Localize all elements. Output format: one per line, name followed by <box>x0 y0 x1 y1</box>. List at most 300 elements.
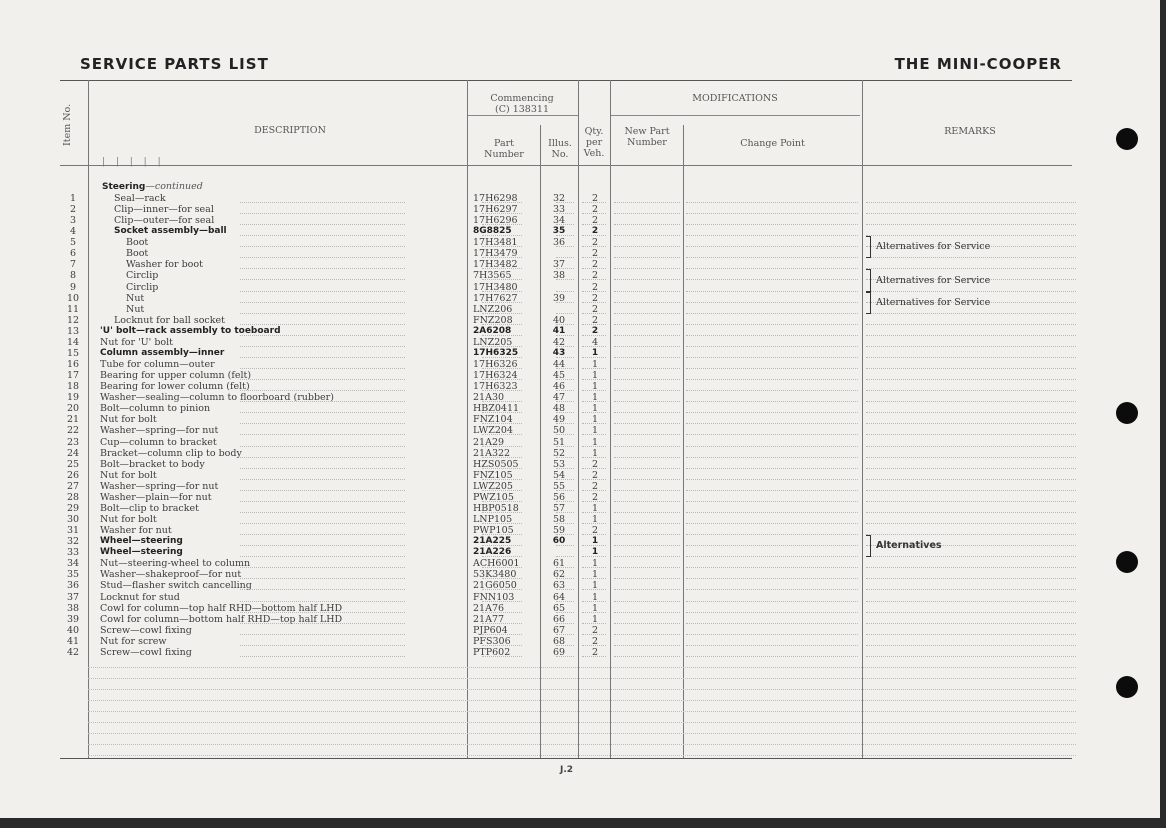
item-description: Socket assembly—ball <box>114 226 227 237</box>
illus-number: 52 <box>552 447 566 459</box>
dotted-leader <box>686 446 858 447</box>
dotted-leader <box>582 523 606 524</box>
dotted-leader <box>686 645 858 646</box>
part-number: FNN103 <box>473 591 515 603</box>
quantity: 2 <box>591 303 599 315</box>
illus-number: 49 <box>552 414 566 426</box>
dotted-leader <box>556 468 574 469</box>
quantity: 1 <box>591 370 599 382</box>
dotted-leader <box>556 589 574 590</box>
dotted-leader <box>240 490 405 491</box>
table-row <box>60 470 1076 481</box>
dotted-leader <box>614 457 680 458</box>
item-description: Nut for screw <box>100 635 167 647</box>
quantity: 4 <box>591 336 599 348</box>
illus-number: 62 <box>552 569 566 581</box>
part-number: 21A226 <box>473 547 512 558</box>
part-number: LWZ204 <box>473 425 513 437</box>
dotted-leader <box>614 556 680 557</box>
part-number: 8G8825 <box>473 226 512 237</box>
dotted-leader <box>866 578 1076 579</box>
binder-hole <box>1116 128 1138 150</box>
item-number: 15 <box>66 347 80 359</box>
dotted-leader <box>240 291 405 292</box>
quantity: 2 <box>591 248 599 260</box>
dotted-leader <box>556 324 574 325</box>
table-row <box>60 459 1076 470</box>
table-row <box>60 348 1076 359</box>
remark-bracket <box>866 236 871 258</box>
illus-number: 42 <box>552 336 566 348</box>
item-description: Nut <box>126 292 145 304</box>
dotted-leader <box>240 202 405 203</box>
dotted-leader <box>556 235 574 236</box>
dotted-leader <box>582 457 606 458</box>
dotted-leader <box>556 313 574 314</box>
item-description: Circlip <box>126 281 159 293</box>
dotted-leader <box>686 368 858 369</box>
part-number: 21A76 <box>473 602 505 614</box>
illus-number: 59 <box>552 525 566 537</box>
item-number: 28 <box>66 491 80 503</box>
dotted-leader <box>482 645 522 646</box>
dotted-leader <box>866 501 1076 502</box>
illus-number: 54 <box>552 469 566 481</box>
page-number: J.2 <box>560 765 574 775</box>
item-description: Stud—flasher switch cancelling <box>100 580 252 592</box>
dotted-leader <box>482 335 522 336</box>
dotted-leader <box>582 446 606 447</box>
dotted-leader <box>866 368 1076 369</box>
item-number: 39 <box>66 613 80 625</box>
table-row <box>60 204 1076 215</box>
quantity: 2 <box>591 314 599 326</box>
dotted-leader <box>866 202 1076 203</box>
dotted-leader <box>582 567 606 568</box>
item-description: Cowl for column—bottom half RHD—top half LHD <box>100 613 343 625</box>
dotted-leader <box>614 401 680 402</box>
item-number: 3 <box>69 215 77 227</box>
dotted-leader <box>556 656 574 657</box>
dotted-leader <box>582 423 606 424</box>
dotted-leader <box>866 457 1076 458</box>
illus-number: 66 <box>552 613 566 625</box>
dotted-leader <box>686 423 858 424</box>
dotted-leader <box>556 379 574 380</box>
dotted-leader <box>482 368 522 369</box>
dotted-leader <box>686 313 858 314</box>
dotted-leader <box>866 567 1076 568</box>
dotted-leader <box>686 202 858 203</box>
quantity: 1 <box>591 514 599 526</box>
dotted-leader <box>240 512 405 513</box>
dotted-leader <box>240 346 405 347</box>
table-row <box>60 603 1076 614</box>
item-description: Bolt—clip to bracket <box>100 502 199 514</box>
item-number: 12 <box>66 314 80 326</box>
dotted-leader <box>614 368 680 369</box>
table-row <box>60 326 1076 337</box>
quantity: 1 <box>591 381 599 393</box>
blank-line <box>88 744 1076 745</box>
illus-number: 36 <box>552 237 566 249</box>
dotted-leader <box>482 379 522 380</box>
dotted-leader <box>866 390 1076 391</box>
dotted-leader <box>614 291 680 292</box>
dotted-leader <box>582 545 606 546</box>
quantity: 2 <box>591 624 599 636</box>
remark-text: Alternatives for Service <box>876 241 991 253</box>
dotted-leader <box>582 246 606 247</box>
blank-line <box>88 711 1076 712</box>
dotted-leader <box>866 313 1076 314</box>
dotted-leader <box>482 501 522 502</box>
dotted-leader <box>686 545 858 546</box>
remarks-header: REMARKS <box>944 126 996 137</box>
part-number: 17H6325 <box>473 347 519 358</box>
part-number: LNZ205 <box>473 336 513 348</box>
part-number: PWZ105 <box>473 491 514 503</box>
dotted-leader <box>866 589 1076 590</box>
dotted-leader <box>614 213 680 214</box>
part-number: 7H3565 <box>473 270 512 282</box>
item-number: 27 <box>66 480 80 492</box>
item-number: 26 <box>66 469 80 481</box>
quantity: 1 <box>591 558 599 570</box>
part-number: 21A322 <box>473 447 511 459</box>
dotted-leader <box>556 534 574 535</box>
dotted-leader <box>240 634 405 635</box>
dotted-leader <box>240 446 405 447</box>
dotted-leader <box>582 379 606 380</box>
dotted-leader <box>866 601 1076 602</box>
dotted-leader <box>556 302 574 303</box>
item-number: 41 <box>66 635 80 647</box>
illus-number: 48 <box>552 403 566 415</box>
table-row <box>60 514 1076 525</box>
quantity: 1 <box>591 502 599 514</box>
dotted-leader <box>614 656 680 657</box>
section-title: Steering <box>102 182 146 192</box>
part-number: 17H6326 <box>473 359 518 371</box>
dotted-leader <box>614 623 680 624</box>
item-number: 20 <box>66 403 80 415</box>
dotted-leader <box>482 567 522 568</box>
dotted-leader <box>482 224 522 225</box>
item-number: 31 <box>66 525 80 537</box>
dotted-leader <box>482 390 522 391</box>
illus-number: 38 <box>552 270 566 282</box>
dotted-leader <box>482 589 522 590</box>
item-description: Washer—sealing—column to floorboard (rubber) <box>100 392 334 404</box>
item-number: 23 <box>66 436 80 448</box>
dotted-leader <box>686 634 858 635</box>
item-number: 1 <box>69 193 77 204</box>
illus-number: 69 <box>552 646 566 658</box>
part-number: 21A30 <box>473 392 505 404</box>
dotted-leader <box>482 257 522 258</box>
quantity: 1 <box>591 392 599 404</box>
dotted-leader <box>556 346 574 347</box>
illus-number: 68 <box>552 635 566 647</box>
illus-number: 45 <box>552 370 566 382</box>
item-number: 25 <box>66 458 80 470</box>
dotted-leader <box>482 268 522 269</box>
dotted-leader <box>240 468 405 469</box>
dotted-leader <box>582 368 606 369</box>
illus-number: 37 <box>552 259 566 271</box>
dotted-leader <box>686 523 858 524</box>
part-number: 21A77 <box>473 613 505 625</box>
dotted-leader <box>686 612 858 613</box>
dotted-leader <box>582 412 606 413</box>
part-number: 17H6324 <box>473 370 518 382</box>
dotted-leader <box>582 401 606 402</box>
dotted-leader <box>614 512 680 513</box>
dotted-leader <box>482 556 522 557</box>
dotted-leader <box>582 346 606 347</box>
dotted-leader <box>614 357 680 358</box>
part-number: FNZ105 <box>473 469 513 481</box>
table-row <box>60 259 1076 270</box>
dotted-leader <box>614 534 680 535</box>
quantity: 2 <box>591 292 599 304</box>
item-description: Washer for nut <box>100 525 172 537</box>
dotted-leader <box>556 556 574 557</box>
illus-number: 33 <box>552 204 566 216</box>
dotted-leader <box>686 379 858 380</box>
dotted-leader <box>556 634 574 635</box>
item-number: 4 <box>69 226 77 238</box>
dotted-leader <box>582 235 606 236</box>
illus-number: 64 <box>552 591 566 603</box>
dotted-leader <box>582 468 606 469</box>
dotted-leader <box>482 656 522 657</box>
item-number: 11 <box>66 303 80 315</box>
part-number: 17H3480 <box>473 281 518 293</box>
item-number: 35 <box>66 569 80 581</box>
item-description: Screw—cowl fixing <box>100 624 192 636</box>
part-number: FNZ104 <box>473 414 513 426</box>
dotted-leader <box>556 601 574 602</box>
dotted-leader <box>556 401 574 402</box>
part-number: PFS306 <box>473 635 511 647</box>
item-number: 16 <box>66 359 80 371</box>
dotted-leader <box>614 545 680 546</box>
dotted-leader <box>556 224 574 225</box>
dotted-leader <box>614 279 680 280</box>
dotted-leader <box>614 645 680 646</box>
illus-number: 50 <box>552 425 566 437</box>
dotted-leader <box>866 235 1076 236</box>
quantity: 1 <box>591 547 599 558</box>
top-rule <box>60 80 1072 81</box>
table-row <box>60 614 1076 625</box>
illus-number: 34 <box>552 215 566 227</box>
dotted-leader <box>686 468 858 469</box>
quantity: 1 <box>591 447 599 459</box>
dotted-leader <box>686 335 858 336</box>
table-row <box>60 437 1076 448</box>
dotted-leader <box>614 601 680 602</box>
item-number: 6 <box>69 248 77 260</box>
dotted-leader <box>482 412 522 413</box>
dotted-leader <box>866 401 1076 402</box>
dotted-leader <box>686 589 858 590</box>
part-number: 17H6297 <box>473 204 518 216</box>
dotted-leader <box>614 412 680 413</box>
dotted-leader <box>482 235 522 236</box>
dotted-leader <box>482 468 522 469</box>
remark-bracket <box>866 269 871 291</box>
dotted-leader <box>582 623 606 624</box>
part-number: HBZ0411 <box>473 403 520 415</box>
dotted-leader <box>686 268 858 269</box>
quantity: 2 <box>591 635 599 647</box>
dotted-leader <box>556 457 574 458</box>
dotted-leader <box>686 490 858 491</box>
dotted-leader <box>582 479 606 480</box>
dotted-leader <box>582 534 606 535</box>
binder-hole <box>1116 676 1138 698</box>
dotted-leader <box>240 401 405 402</box>
dotted-leader <box>482 457 522 458</box>
item-description: Washer for boot <box>126 259 203 271</box>
blank-line <box>88 755 1076 756</box>
dotted-leader <box>686 534 858 535</box>
commencing-header: Commencing (C) 138311 <box>490 93 554 115</box>
item-description: Clip—outer—for seal <box>114 215 215 227</box>
dotted-leader <box>482 423 522 424</box>
quantity: 1 <box>591 613 599 625</box>
dotted-leader <box>686 567 858 568</box>
dotted-leader <box>482 634 522 635</box>
blank-line <box>88 689 1076 690</box>
table-row <box>60 592 1076 603</box>
dotted-leader <box>614 578 680 579</box>
item-number: 7 <box>69 259 77 271</box>
dotted-leader <box>482 202 522 203</box>
item-description: Wheel—steering <box>100 547 183 558</box>
dotted-leader <box>582 202 606 203</box>
item-description: Nut for bolt <box>100 414 157 426</box>
item-description: Bracket—column clip to body <box>100 447 242 459</box>
dotted-leader <box>240 578 405 579</box>
dotted-leader <box>240 257 405 258</box>
blank-line <box>88 733 1076 734</box>
part-number: LWZ205 <box>473 480 513 492</box>
dotted-leader <box>482 623 522 624</box>
dotted-leader <box>556 257 574 258</box>
dotted-leader <box>686 279 858 280</box>
dotted-leader <box>866 213 1076 214</box>
dotted-leader <box>614 268 680 269</box>
dotted-leader <box>614 224 680 225</box>
dotted-leader <box>686 578 858 579</box>
quantity: 2 <box>591 193 599 204</box>
illus-number: 46 <box>552 381 566 393</box>
dotted-leader <box>240 423 405 424</box>
dotted-leader <box>240 656 405 657</box>
item-description: Clip—inner—for seal <box>114 204 214 216</box>
illus-number: 61 <box>552 558 566 570</box>
item-description: Bolt—column to pinion <box>100 403 211 415</box>
table-row <box>60 625 1076 636</box>
illus-number: 43 <box>552 347 566 358</box>
part-number: FNZ208 <box>473 314 513 326</box>
dotted-leader <box>556 335 574 336</box>
dotted-leader <box>866 490 1076 491</box>
dotted-leader <box>482 213 522 214</box>
dotted-leader <box>614 379 680 380</box>
dotted-leader <box>482 446 522 447</box>
item-number: 9 <box>69 281 77 293</box>
dotted-leader <box>582 313 606 314</box>
dotted-leader <box>866 534 1076 535</box>
dotted-leader <box>582 224 606 225</box>
dotted-leader <box>240 645 405 646</box>
item-number: 32 <box>66 536 80 548</box>
dotted-leader <box>482 302 522 303</box>
remark-text: Alternatives for Service <box>876 296 991 308</box>
dotted-leader <box>686 257 858 258</box>
dotted-leader <box>582 213 606 214</box>
dotted-leader <box>482 324 522 325</box>
dotted-leader <box>240 534 405 535</box>
item-description: Cowl for column—top half RHD—bottom half LHD <box>100 602 343 614</box>
dotted-leader <box>556 279 574 280</box>
dotted-leader <box>482 246 522 247</box>
dotted-leader <box>582 268 606 269</box>
quantity: 1 <box>591 347 599 358</box>
illus-number: 44 <box>552 359 566 371</box>
dotted-leader <box>240 523 405 524</box>
item-number: 22 <box>66 425 80 437</box>
dotted-leader <box>556 479 574 480</box>
dotted-leader <box>686 656 858 657</box>
dotted-leader <box>686 246 858 247</box>
dotted-leader <box>582 324 606 325</box>
dotted-leader <box>556 434 574 435</box>
dotted-leader <box>482 291 522 292</box>
part-number: 2A6208 <box>473 325 512 336</box>
dotted-leader <box>240 268 405 269</box>
dotted-leader <box>866 324 1076 325</box>
dotted-leader <box>556 612 574 613</box>
dotted-leader <box>582 578 606 579</box>
table-row <box>60 215 1076 226</box>
dotted-leader <box>582 257 606 258</box>
dotted-leader <box>614 589 680 590</box>
dotted-leader <box>556 268 574 269</box>
dotted-leader <box>582 434 606 435</box>
part-number: PJP604 <box>473 624 508 636</box>
quantity: 1 <box>591 403 599 415</box>
vehicle-title: THE MINI-COOPER <box>894 55 1062 73</box>
quantity: 1 <box>591 359 599 371</box>
dotted-leader <box>686 412 858 413</box>
dotted-leader <box>614 612 680 613</box>
header-rule <box>60 165 1072 166</box>
dotted-leader <box>240 324 405 325</box>
dotted-leader <box>482 357 522 358</box>
part-number: 17H6323 <box>473 381 518 393</box>
dotted-leader <box>240 302 405 303</box>
item-description: Locknut for ball socket <box>114 314 225 326</box>
illus-number: 65 <box>552 602 566 614</box>
item-number: 30 <box>66 514 80 526</box>
dotted-leader <box>866 257 1076 258</box>
